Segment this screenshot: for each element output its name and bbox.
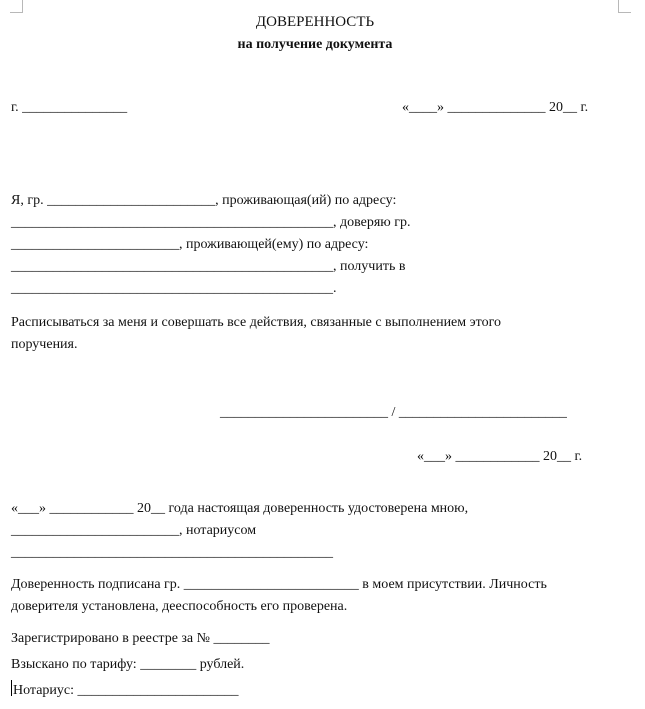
body-line-5: ______________________________________________.: [11, 281, 337, 296]
tariff-line: Взыскано по тарифу: ________ рублей.: [11, 657, 245, 672]
confirmation-line-2: доверителя установлена, дееспособность его проверена.: [11, 599, 348, 614]
page-corner-mark-left: [10, 0, 23, 13]
body-line-2: ______________________________________________, доверяю гр.: [11, 215, 411, 230]
body-line-4: ______________________________________________, получить в: [11, 259, 406, 274]
page-corner-mark-right: [618, 0, 631, 13]
registry-line: Зарегистрировано в реестре за № ________: [11, 631, 270, 646]
issue-date-field: «____» ______________ 20__ г.: [402, 100, 589, 115]
notary-line-1: «___» ____________ 20__ года настоящая доверенность удостоверена мною,: [11, 501, 469, 516]
instruction-line-1: Расписываться за меня и совершать все действия, связанные с выполнением этого: [11, 315, 501, 330]
notary-line-3: ______________________________________________: [11, 545, 333, 560]
city-field: г. _______________: [11, 100, 128, 115]
confirmation-line-1: Доверенность подписана гр. _________________________ в моем присутствии. Личность: [11, 577, 547, 592]
document-subtitle: на получение документа: [237, 37, 393, 52]
body-line-3: ________________________, проживающей(ему) по адресу:: [11, 237, 369, 252]
signature-date: «___» ____________ 20__ г.: [417, 449, 583, 464]
text-cursor: [11, 680, 12, 696]
instruction-line-2: поручения.: [11, 337, 78, 352]
signature-line: ________________________ / ________________________: [220, 405, 567, 420]
notary-signature-line[interactable]: Нотариус: _______________________: [13, 683, 239, 698]
notary-line-2: ________________________, нотариусом: [11, 523, 257, 538]
body-line-1: Я, гр. ________________________, проживающая(ий) по адресу:: [11, 193, 397, 208]
document-title: ДОВЕРЕННОСТЬ: [255, 14, 375, 30]
